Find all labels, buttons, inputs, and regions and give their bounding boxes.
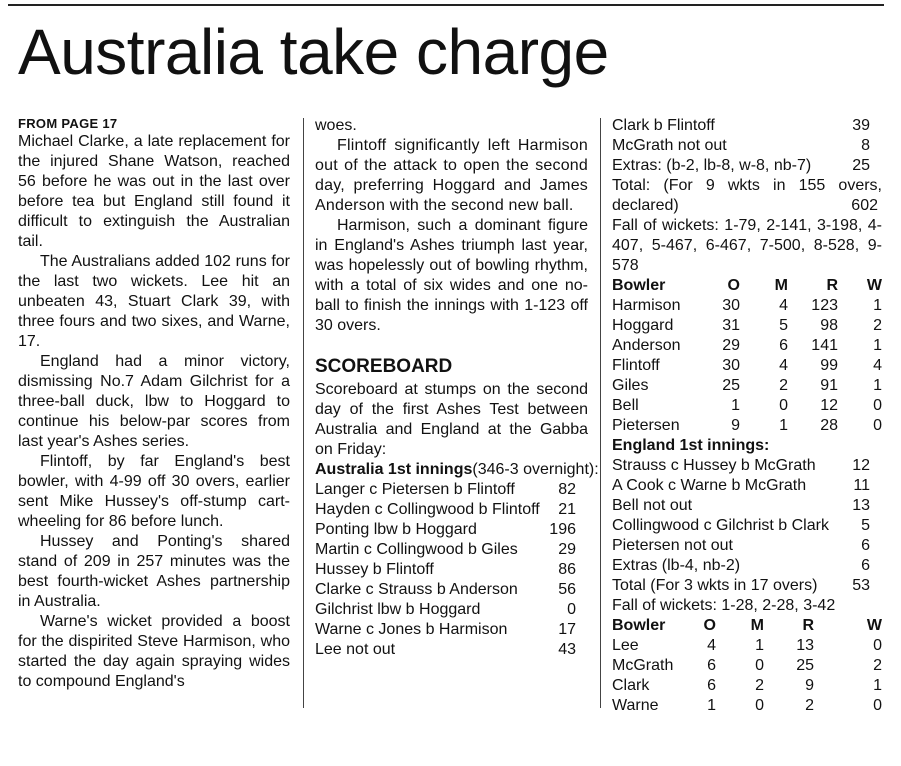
batsman-runs: 29 bbox=[558, 541, 576, 558]
batsman-runs: 6 bbox=[861, 537, 870, 554]
scoreboard-column bbox=[612, 116, 882, 716]
batting-row bbox=[612, 536, 882, 556]
bowler-wickets: 0 bbox=[873, 397, 882, 414]
bowler-overs: 6 bbox=[707, 657, 716, 674]
extras-label: Extras: (b-2, lb-8, w-8, nb-7) bbox=[612, 157, 812, 174]
bowler-wickets: 0 bbox=[873, 417, 882, 434]
batsman-runs: 8 bbox=[861, 137, 870, 154]
batsman-name: Langer c Pietersen b Flintoff bbox=[315, 481, 515, 498]
batting-row bbox=[612, 556, 882, 576]
bowling-row bbox=[612, 416, 882, 436]
bowler-name: Harmison bbox=[612, 297, 681, 314]
eng-fall-of-wickets: Fall of wickets: 1-28, 2-28, 3-42 bbox=[612, 597, 836, 614]
bowler-runs: 28 bbox=[820, 417, 838, 434]
batsman-name: Warne c Jones b Harmison bbox=[315, 621, 508, 638]
batsman-name: Clarke c Strauss b Anderson bbox=[315, 581, 518, 598]
bowler-maidens: 6 bbox=[779, 337, 788, 354]
bowling-header bbox=[612, 616, 882, 636]
bowler-name: Anderson bbox=[612, 337, 681, 354]
bowler-name: Warne bbox=[612, 697, 659, 714]
bowler-overs: 4 bbox=[707, 637, 716, 654]
bowler-name: Flintoff bbox=[612, 357, 660, 374]
article-paragraph: Flintoff significantly left Harmison out of the attack to open the second day, preferring Hoggard and James Anderson with the second new ball. bbox=[315, 137, 588, 214]
header-maidens: M bbox=[750, 617, 764, 634]
batting-row bbox=[315, 500, 588, 520]
batting-row bbox=[315, 600, 588, 620]
bowler-wickets: 0 bbox=[873, 637, 882, 654]
article-paragraph: Michael Clarke, a late replacement for the injured Shane Watson, reached 56 before he was out in the last over before tea but England still found it difficult to extinguish the Australian tail. bbox=[18, 133, 290, 250]
bowler-wickets: 1 bbox=[873, 337, 882, 354]
bowling-row bbox=[612, 296, 882, 316]
bowler-name: Pietersen bbox=[612, 417, 680, 434]
batsman-name: Total (For 3 wkts in 17 overs) bbox=[612, 577, 818, 594]
header-overs: O bbox=[703, 617, 716, 634]
aus-batting-list bbox=[315, 480, 588, 660]
article-paragraph: Hussey and Ponting's shared stand of 209 in 257 minutes was the best fourth-wicket Ashes partnership in Australia. bbox=[18, 533, 290, 610]
batting-row bbox=[315, 640, 588, 660]
batsman-runs: 56 bbox=[558, 581, 576, 598]
batsman-runs: 12 bbox=[852, 457, 870, 474]
batsman-runs: 17 bbox=[558, 621, 576, 638]
bowler-overs: 25 bbox=[722, 377, 740, 394]
aus-total-row bbox=[612, 176, 882, 216]
batting-row bbox=[315, 560, 588, 580]
batting-row bbox=[612, 496, 882, 516]
bowler-overs: 1 bbox=[731, 397, 740, 414]
batsman-name: Ponting lbw b Hoggard bbox=[315, 521, 477, 538]
bowler-maidens: 0 bbox=[779, 397, 788, 414]
batsman-name: Gilchrist lbw b Hoggard bbox=[315, 601, 481, 618]
bowler-wickets: 2 bbox=[873, 657, 882, 674]
header-wickets: W bbox=[866, 277, 882, 294]
headline: Australia take charge bbox=[18, 16, 609, 88]
batting-row bbox=[612, 116, 882, 136]
header-bowler: Bowler bbox=[612, 617, 666, 634]
batsman-name: Strauss c Hussey b McGrath bbox=[612, 457, 816, 474]
bowler-name: Giles bbox=[612, 377, 649, 394]
batsman-runs: 39 bbox=[852, 117, 870, 134]
batting-row bbox=[612, 576, 882, 596]
column-rule bbox=[600, 118, 601, 708]
bowling-row bbox=[612, 656, 882, 676]
header-maidens: M bbox=[774, 277, 788, 294]
article-paragraph: The Australians added 102 runs for the last two wickets. Lee hit an unbeaten 43, Stuart Clark 39, with three fours and two sixes, and Warne, 17. bbox=[18, 253, 290, 350]
batting-row bbox=[315, 520, 588, 540]
innings-note: (346-3 overnight): bbox=[472, 461, 599, 478]
bowler-runs: 98 bbox=[820, 317, 838, 334]
bowler-maidens: 5 bbox=[779, 317, 788, 334]
batsman-name: Collingwood c Gilchrist b Clark bbox=[612, 517, 829, 534]
innings-title: Australia 1st innings bbox=[315, 461, 473, 478]
bowler-maidens: 1 bbox=[779, 417, 788, 434]
continued-from-label: FROM PAGE 17 bbox=[18, 116, 118, 131]
aus-fall-of-wickets: Fall of wickets: 1-79, 2-141, 3-198, 4-407, 5-467, 6-467, 7-500, 8-528, 9-578 bbox=[612, 217, 882, 274]
total-label: Total: (For 9 wkts in 155 overs, declared) bbox=[612, 177, 882, 214]
batsman-name: A Cook c Warne b McGrath bbox=[612, 477, 807, 494]
bowler-wickets: 4 bbox=[873, 357, 882, 374]
scoreboard-intro: Scoreboard at stumps on the second day of the first Ashes Test between Australia and England at the Gabba on Friday: bbox=[315, 381, 588, 458]
article-column-2 bbox=[315, 116, 599, 660]
bowler-maidens: 0 bbox=[755, 697, 764, 714]
batting-row bbox=[315, 580, 588, 600]
batsman-name: Hayden c Collingwood b Flintoff bbox=[315, 501, 540, 518]
bowler-wickets: 0 bbox=[873, 697, 882, 714]
batting-row bbox=[315, 480, 588, 500]
article-paragraph: Warne's wicket provided a boost for the dispirited Steve Harmison, who started the day again spraying wides to compound England's bbox=[18, 613, 290, 690]
bowler-maidens: 4 bbox=[779, 357, 788, 374]
bowler-overs: 29 bbox=[722, 337, 740, 354]
bowler-runs: 2 bbox=[805, 697, 814, 714]
bowling-row bbox=[612, 396, 882, 416]
bowler-runs: 91 bbox=[820, 377, 838, 394]
batsman-name: Martin c Collingwood b Giles bbox=[315, 541, 518, 558]
header-runs: R bbox=[802, 617, 814, 634]
header-runs: R bbox=[826, 277, 838, 294]
bowler-overs: 6 bbox=[707, 677, 716, 694]
batsman-name: Bell not out bbox=[612, 497, 693, 514]
bowler-runs: 99 bbox=[820, 357, 838, 374]
eng-batting-list bbox=[612, 456, 882, 596]
batting-row bbox=[612, 476, 882, 496]
bowler-overs: 30 bbox=[722, 357, 740, 374]
batsman-runs: 5 bbox=[861, 517, 870, 534]
bowler-name: McGrath bbox=[612, 657, 674, 674]
article-column-1 bbox=[18, 116, 290, 692]
batsman-name: Lee not out bbox=[315, 641, 396, 658]
scoreboard-heading: SCOREBOARD bbox=[315, 356, 453, 377]
header-wickets: W bbox=[866, 617, 882, 634]
bowler-name: Clark bbox=[612, 677, 650, 694]
article-paragraph: Flintoff, by far England's best bowler, with 4-99 off 30 overs, earlier sent Mike Hussey's off-stump cart-wheeling for 86 before lunch. bbox=[18, 453, 290, 530]
total-runs: 602 bbox=[851, 197, 878, 214]
aus-innings-heading bbox=[315, 460, 599, 480]
bowling-row bbox=[612, 696, 882, 716]
batsman-runs: 82 bbox=[558, 481, 576, 498]
top-rule bbox=[8, 4, 884, 6]
bowling-row bbox=[612, 676, 882, 696]
batting-row bbox=[612, 456, 882, 476]
batsman-runs: 53 bbox=[852, 577, 870, 594]
eng-innings-title: England 1st innings: bbox=[612, 437, 770, 454]
batsman-runs: 13 bbox=[852, 497, 870, 514]
batsman-name: Clark b Flintoff bbox=[612, 117, 715, 134]
column-rule bbox=[303, 118, 304, 708]
batting-row bbox=[612, 516, 882, 536]
bowler-wickets: 1 bbox=[873, 297, 882, 314]
bowling-row bbox=[612, 636, 882, 656]
batsman-runs: 43 bbox=[558, 641, 576, 658]
bowling-header bbox=[612, 276, 882, 296]
aus-bowling-list bbox=[612, 636, 882, 716]
batsman-runs: 196 bbox=[549, 521, 576, 538]
extras-runs: 25 bbox=[852, 157, 870, 174]
bowler-overs: 1 bbox=[707, 697, 716, 714]
bowler-runs: 13 bbox=[796, 637, 814, 654]
article-paragraph: England had a minor victory, dismissing No.7 Adam Gilchrist for a three-ball duck, lbw to Hoggard to continue his below-par scores from last year's Ashes series. bbox=[18, 353, 290, 450]
bowler-runs: 9 bbox=[805, 677, 814, 694]
bowler-maidens: 1 bbox=[755, 637, 764, 654]
bowler-overs: 30 bbox=[722, 297, 740, 314]
bowler-name: Hoggard bbox=[612, 317, 674, 334]
article-paragraph: Harmison, such a dominant figure in England's Ashes triumph last year, was hopelessly out of bowling rhythm, with a total of six wides and one no-ball to finish the innings with 1-123 off 30 overs. bbox=[315, 217, 588, 334]
aus-extras-row bbox=[612, 156, 882, 176]
bowler-maidens: 2 bbox=[755, 677, 764, 694]
batsman-name: Pietersen not out bbox=[612, 537, 733, 554]
article-paragraph: woes. bbox=[315, 117, 357, 134]
bowler-maidens: 2 bbox=[779, 377, 788, 394]
bowler-overs: 31 bbox=[722, 317, 740, 334]
bowling-row bbox=[612, 336, 882, 356]
batsman-name: McGrath not out bbox=[612, 137, 727, 154]
header-bowler: Bowler bbox=[612, 277, 666, 294]
header-overs: O bbox=[727, 277, 740, 294]
bowling-row bbox=[612, 356, 882, 376]
bowler-wickets: 1 bbox=[873, 677, 882, 694]
aus-batting-list bbox=[612, 116, 882, 156]
bowling-row bbox=[612, 376, 882, 396]
bowler-name: Lee bbox=[612, 637, 639, 654]
bowling-row bbox=[612, 316, 882, 336]
bowler-wickets: 1 bbox=[873, 377, 882, 394]
bowler-runs: 123 bbox=[811, 297, 838, 314]
bowler-overs: 9 bbox=[731, 417, 740, 434]
bowler-runs: 25 bbox=[796, 657, 814, 674]
bowler-maidens: 4 bbox=[779, 297, 788, 314]
bowler-runs: 12 bbox=[820, 397, 838, 414]
batsman-runs: 11 bbox=[853, 477, 870, 494]
batsman-runs: 86 bbox=[558, 561, 576, 578]
batting-row bbox=[315, 620, 588, 640]
batsman-runs: 6 bbox=[861, 557, 870, 574]
bowler-name: Bell bbox=[612, 397, 639, 414]
bowler-runs: 141 bbox=[811, 337, 838, 354]
bowler-wickets: 2 bbox=[873, 317, 882, 334]
batting-row bbox=[612, 136, 882, 156]
bowler-maidens: 0 bbox=[755, 657, 764, 674]
batting-row bbox=[315, 540, 588, 560]
batsman-name: Extras (lb-4, nb-2) bbox=[612, 557, 741, 574]
batsman-name: Hussey b Flintoff bbox=[315, 561, 434, 578]
batsman-runs: 0 bbox=[567, 601, 576, 618]
eng-bowling-list bbox=[612, 296, 882, 436]
batsman-runs: 21 bbox=[558, 501, 576, 518]
